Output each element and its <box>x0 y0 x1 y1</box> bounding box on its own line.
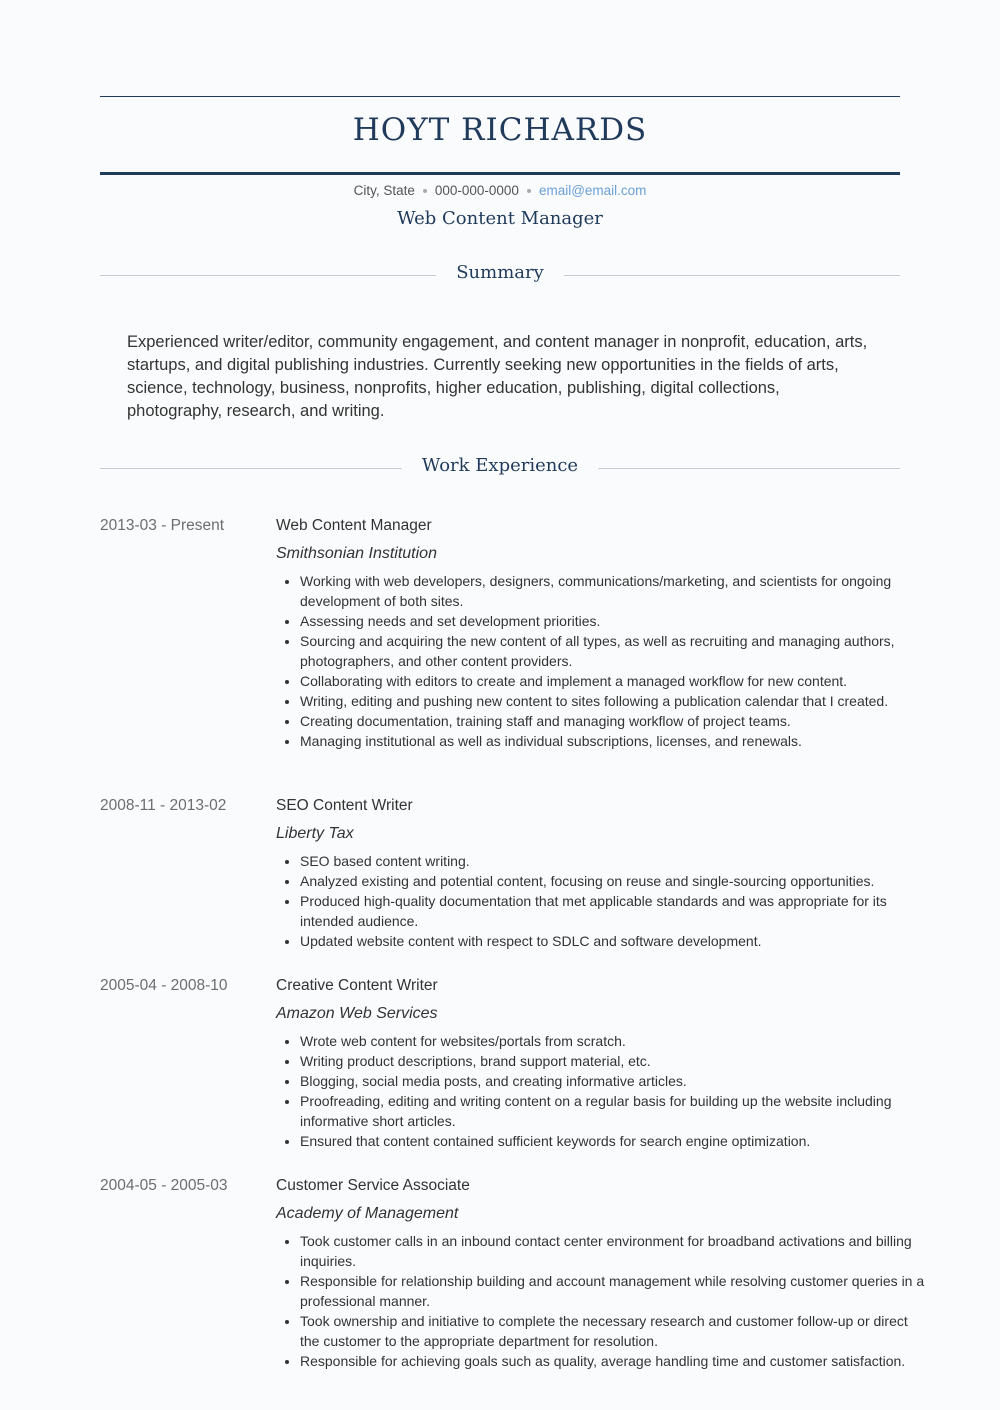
job-dates: 2013-03 - Present <box>100 517 225 534</box>
job-bullet: • Analyzed existing and potential content, focusing on reuse and single-sourcing opportunities. <box>300 871 925 891</box>
job-bullet: • Writing product descriptions, brand support material, etc. <box>300 1051 925 1071</box>
job-bullet: • SEO based content writing. <box>300 851 925 871</box>
job-dates: 2008-11 - 2013-02 <box>100 797 227 814</box>
job-bullet: • Updated website content with respect to SDLC and software development. <box>300 931 925 951</box>
contact-email-link[interactable]: email@email.com <box>538 183 647 198</box>
job-role: SEO Content Writer <box>276 797 413 814</box>
job-bullet: • Wrote web content for websites/portals from scratch. <box>300 1031 925 1051</box>
contact-line <box>100 183 900 198</box>
contact-phone: 000-000-0000 <box>434 183 519 198</box>
headline-job-title: Web Content Manager <box>397 208 603 229</box>
job-company: Academy of Management <box>276 1205 459 1222</box>
job-bullet: • Blogging, social media posts, and creating informative articles. <box>300 1071 925 1091</box>
header-top-rule <box>100 96 900 97</box>
job-role: Creative Content Writer <box>276 977 438 994</box>
job-bullet: • Working with web developers, designers, communications/marketing, and scientists for ongoing development of both sites. <box>300 571 925 611</box>
contact-city: City, State <box>353 183 415 198</box>
job-bullets <box>276 851 925 951</box>
job-bullet: • Managing institutional as well as individual subscriptions, licenses, and renewals. <box>300 731 925 751</box>
job-company: Smithsonian Institution <box>276 545 437 562</box>
summary-heading <box>100 260 900 290</box>
job-bullet: • Ensured that content contained sufficient keywords for search engine optimization. <box>300 1131 925 1151</box>
job-bullet: • Creating documentation, training staff and managing workflow of project teams. <box>300 711 925 731</box>
job-company: Amazon Web Services <box>276 1005 438 1022</box>
job-bullet: • Assessing needs and set development priorities. <box>300 611 925 631</box>
summary-heading-label: Summary <box>456 262 544 283</box>
job-bullet: • Proofreading, editing and writing content on a regular basis for building up the website including informative short articles. <box>300 1091 925 1131</box>
job-role: Web Content Manager <box>276 517 432 534</box>
job-bullets <box>276 1031 925 1151</box>
job-dates: 2005-04 - 2008-10 <box>100 977 228 994</box>
job-bullet: • Took customer calls in an inbound contact center environment for broadband activations and billing inquiries. <box>300 1231 925 1271</box>
separator-dot-icon <box>527 189 531 193</box>
job-role: Customer Service Associate <box>276 1177 470 1194</box>
job-bullet: • Produced high-quality documentation that met applicable standards and was appropriate for its intended audience. <box>300 891 925 931</box>
header-bottom-rule <box>100 172 900 175</box>
candidate-name: HOYT RICHARDS <box>352 112 648 148</box>
job-bullet: • Writing, editing and pushing new content to sites following a publication calendar that I created. <box>300 691 925 711</box>
job-dates: 2004-05 - 2005-03 <box>100 1177 228 1194</box>
job-bullets <box>276 1231 925 1371</box>
work-experience-heading-label: Work Experience <box>421 455 579 476</box>
work-experience-heading <box>100 453 900 483</box>
job-bullet: • Collaborating with editors to create and implement a managed workflow for new content. <box>300 671 925 691</box>
job-company: Liberty Tax <box>276 825 354 842</box>
job-bullet: • Took ownership and initiative to complete the necessary research and customer follow-up or direct the customer to the appropriate department for resolution. <box>300 1311 925 1351</box>
job-bullet: • Sourcing and acquiring the new content of all types, as well as recruiting and managing authors, photographers, and other content providers. <box>300 631 925 671</box>
job-bullet: • Responsible for relationship building and account management while resolving customer queries in a professional manner. <box>300 1271 925 1311</box>
separator-dot-icon <box>423 189 427 193</box>
summary-text: Experienced writer/editor, community engagement, and content manager in nonprofit, education, arts, startups, and digital publishing industries. Currently seeking new opportunities in the fields of arts, science, technology, business, nonprofits, higher education, publishing, digital collections, photography, research, and writing. <box>127 333 868 420</box>
job-bullets <box>276 571 925 751</box>
job-bullet: • Responsible for achieving goals such as quality, average handling time and customer satisfaction. <box>300 1351 925 1371</box>
